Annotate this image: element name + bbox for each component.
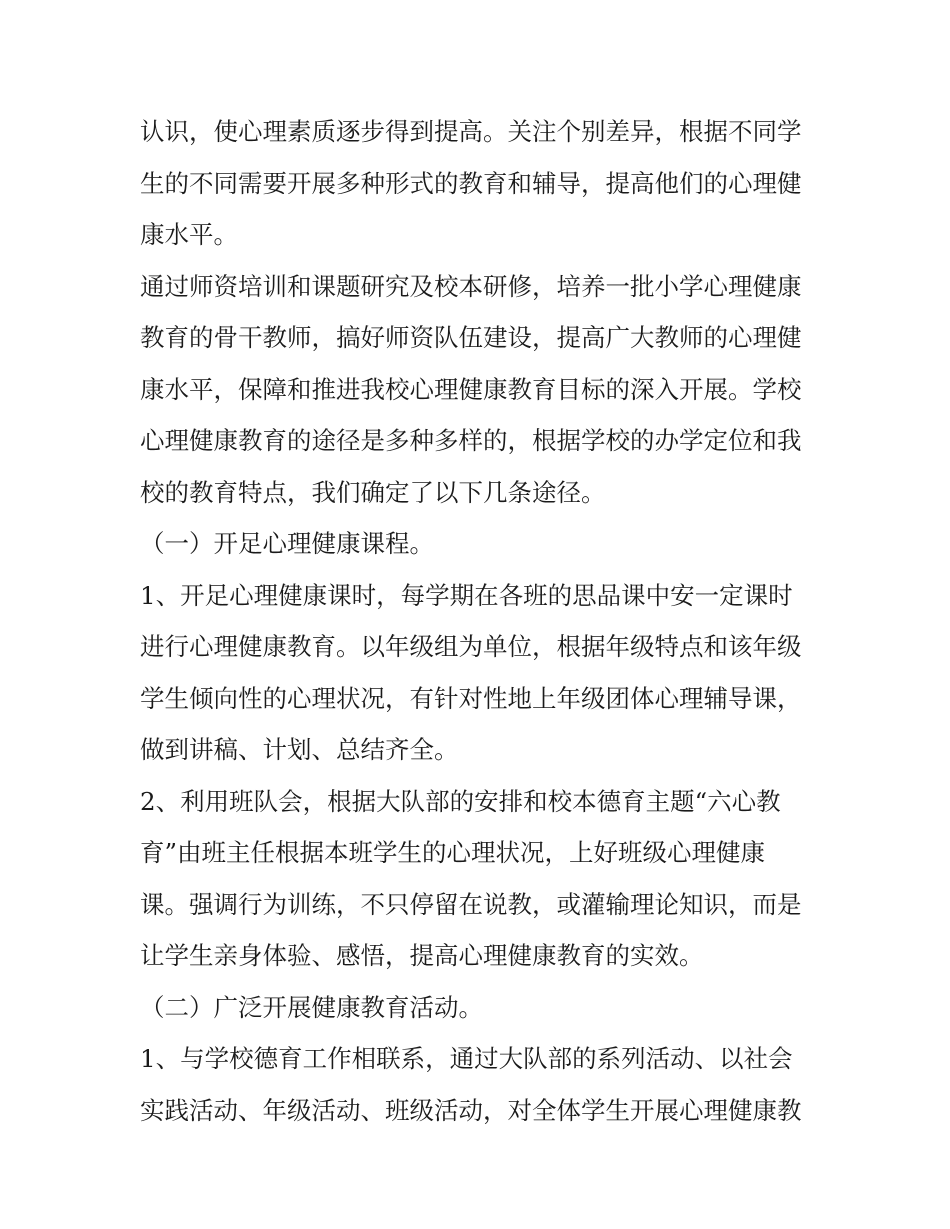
text-line: 学生倾向性的心理状况，有针对性地上年级团体心理辅导课， bbox=[140, 683, 802, 713]
text-line: 1、开足心理健康课时，每学期在各班的思品课中安一定课时 bbox=[140, 580, 793, 610]
document-body bbox=[140, 106, 820, 1136]
text-line: 育”由班主任根据本班学生的心理状况，上好班级心理健康 bbox=[140, 838, 766, 867]
section-heading: （二）广泛开展健康教育活动。 bbox=[140, 992, 483, 1022]
text-line: 让学生亲身体验、感悟，提高心理健康教育的实效。 bbox=[140, 941, 704, 970]
text-line: 进行心理健康教育。以年级组为单位，根据年级特点和该年级 bbox=[140, 632, 802, 661]
section-heading: （一）开足心理健康课程。 bbox=[140, 529, 434, 558]
text-line: 心理健康教育的途径是多种多样的，根据学校的办学定位和我 bbox=[140, 426, 802, 455]
text-line: 校的教育特点，我们确定了以下几条途径。 bbox=[140, 477, 606, 507]
text-line: 康水平，保障和推进我校心理健康教育目标的深入开展。学校 bbox=[140, 374, 802, 404]
text-line: 生的不同需要开展多种形式的教育和辅导，提高他们的心理健 bbox=[140, 168, 802, 198]
text-line: 通过师资培训和课题研究及校本研修，培养一批小学心理健康 bbox=[140, 271, 802, 301]
text-line: 课。强调行为训练，不只停留在说教，或灌输理论知识，而是 bbox=[140, 889, 802, 919]
text-line: 做到讲稿、计划、总结齐全。 bbox=[140, 735, 459, 764]
text-line: 实践活动、年级活动、班级活动，对全体学生开展心理健康教 bbox=[140, 1095, 802, 1125]
text-line: 康水平。 bbox=[140, 220, 238, 249]
text-line: 教育的骨干教师，搞好师资队伍建设，提高广大教师的心理健 bbox=[140, 323, 802, 352]
text-line: 2、利用班队会，根据大队部的安排和校本德育主题“六心教 bbox=[140, 786, 781, 816]
text-line: 1、与学校德育工作相联系，通过大队部的系列活动、以社会 bbox=[140, 1044, 793, 1073]
text-line: 认识，使心理素质逐步得到提高。关注个别差异，根据不同学 bbox=[140, 117, 802, 146]
